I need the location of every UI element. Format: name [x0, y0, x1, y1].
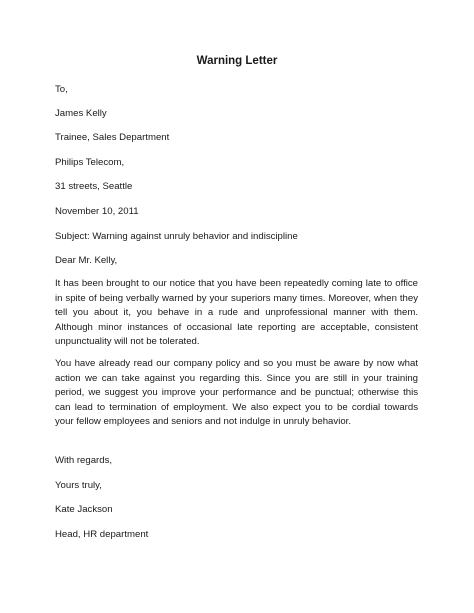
recipient-name: James Kelly: [55, 108, 107, 119]
body-paragraph-2: You have already read our company policy and so you must be aware by now what action we can take against you regarding this. Since you are still in your training period, we suggest you improve your performance and be punctual; otherwise this can lead to termination of employment. We also expect you to be cordial towards your fellow employees and seniors and not indulge in unruly behavior.: [55, 358, 418, 428]
company-name: Philips Telecom,: [55, 157, 125, 168]
salutation-to: To,: [55, 84, 68, 95]
greeting: Dear Mr. Kelly,: [55, 255, 118, 266]
signer-name: Kate Jackson: [55, 504, 113, 515]
signer-title: Head, HR department: [55, 529, 149, 540]
closing-regards: With regards,: [55, 455, 113, 466]
address: 31 streets, Seattle: [55, 181, 133, 192]
letter-date: November 10, 2011: [55, 206, 139, 217]
letter-title: Warning Letter: [196, 55, 278, 67]
recipient-title: Trainee, Sales Department: [55, 132, 170, 143]
closing-yours-truly: Yours truly,: [55, 480, 102, 491]
subject-line: Subject: Warning against unruly behavior and indiscipline: [55, 231, 298, 242]
body-paragraph-1: It has been brought to our notice that you have been repeatedly coming late to office in spite of being verbally warned by your superiors many times. Moreover, when they tell you about it, you behave in a rude and unprofessional manner with them. Although minor instances of occasional late reporting are acceptable, consistent unpunctuality will not be tolerated.: [55, 278, 418, 348]
